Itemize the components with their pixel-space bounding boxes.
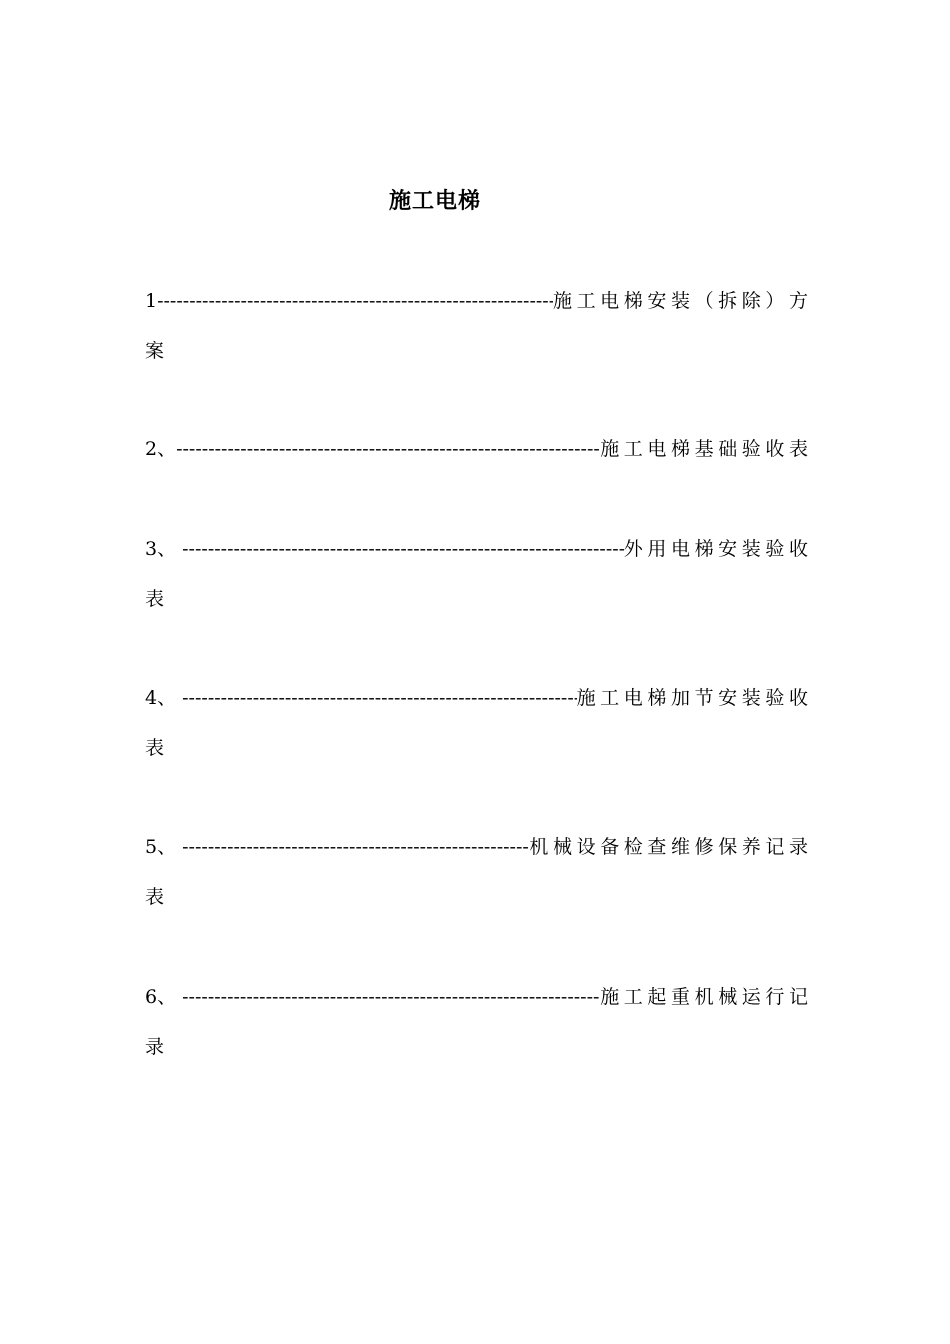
- toc-leader-dashes: [182, 524, 624, 574]
- toc-leader-dashes: [182, 822, 529, 872]
- toc-leader-dashes: [182, 673, 576, 723]
- toc-entry-number: 4、: [145, 687, 183, 709]
- toc-entry-line: [145, 276, 813, 326]
- toc-entry-3: [145, 524, 813, 624]
- toc-entry-title: 施工电梯安装（拆除）方: [552, 290, 813, 312]
- toc-entry-6: [145, 972, 813, 1072]
- document-title: 施工电梯: [388, 189, 481, 214]
- toc-entry-title-continued: 案: [145, 340, 165, 362]
- toc-entry-line: [145, 972, 813, 1022]
- toc-entry-line: [145, 524, 813, 574]
- toc-entry-number: 3、: [145, 538, 183, 560]
- toc-entry-line: [145, 424, 813, 474]
- toc-leader-dashes: [176, 424, 600, 474]
- toc-entry-title: 外用电梯安装验收: [623, 538, 813, 560]
- toc-entry-2: [145, 424, 813, 474]
- toc-entry-title: 施工起重机械运行记: [600, 986, 813, 1008]
- toc-entry-number: 5、: [145, 836, 183, 858]
- toc-entry-title-continued: 录: [145, 1036, 165, 1058]
- toc-entry-title-continued: 表: [145, 588, 165, 610]
- toc-entry-line: [145, 822, 813, 872]
- toc-entry-title: 施工电梯基础验收表: [600, 438, 813, 460]
- toc-entry-number: 2、: [145, 438, 177, 460]
- toc-entry-number: 1: [145, 290, 158, 312]
- toc-entry-line: [145, 673, 813, 723]
- toc-leader-dashes: [182, 972, 600, 1022]
- toc-entry-title: 施工电梯加节安装验收: [576, 687, 813, 709]
- toc-entry-4: [145, 673, 813, 773]
- toc-entry-title-continued: 表: [145, 737, 165, 759]
- toc-entry-5: [145, 822, 813, 922]
- toc-leader-dashes: [157, 276, 553, 326]
- toc-entry-number: 6、: [145, 986, 183, 1008]
- toc-entry-1: [145, 276, 813, 376]
- toc-entry-title-continued: 表: [145, 886, 165, 908]
- toc-entry-title: 机械设备检查维修保养记录: [529, 836, 813, 858]
